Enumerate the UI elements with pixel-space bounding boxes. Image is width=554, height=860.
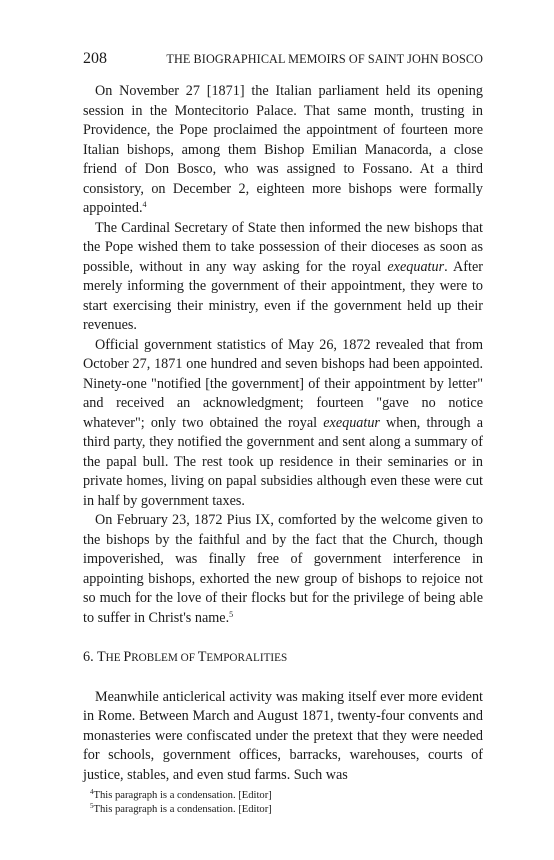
section-title-sc-1: HE <box>105 652 124 664</box>
section-title-sc-2: ROBLEM OF <box>131 652 198 664</box>
section-title-sc-3: EMPORALITIES <box>206 652 288 664</box>
page-number: 208 <box>83 50 107 67</box>
footnote-4 <box>90 789 483 803</box>
book-page <box>83 50 483 816</box>
paragraph-3-italic-term: exequatur <box>323 414 380 431</box>
paragraph-3-text-b: when, through a third party, they notified the government and sent along a summary of the papal bull. The rest took up residence in their seminaries or in private homes, living on papal subsidies although even these were cut in half by government taxes. <box>83 414 483 509</box>
running-title: THE BIOGRAPHICAL MEMOIRS OF SAINT JOHN BOSCO <box>166 52 483 66</box>
footnote-4-text: This paragraph is a condensation. [Editor] <box>93 790 272 801</box>
paragraph-5 <box>83 688 483 786</box>
footnotes <box>83 789 483 816</box>
section-title-cap-1: T <box>96 649 106 665</box>
paragraph-4-text: On February 23, 1872 Pius IX, comforted by the welcome given to the bishops by the faithful and by the fact that the Church, though impoverished, was finally free of government interference in appointing bishops, exhorted the new group of bishops to rejoice not so much for the love of their flocks but for the privilege of being able to suffer in Christ's name. <box>83 512 483 626</box>
paragraph-2-text-a: The Cardinal Secretary of State then informed the new bishops that the Pope wished them to take possession of their dioceses as soon as possible, without in any way asking for the royal <box>83 219 483 275</box>
section-title-cap-2: P <box>123 649 132 665</box>
section-number: 6. <box>83 649 94 665</box>
paragraph-1-text: On November 27 [1871] the Italian parliament held its opening session in the Montecitorio Palace. That same month, trusting in Providence, the Pope proclaimed the appointment of fourteen more Italian bishops, among them Bishop Emilian Manacorda, a close friend of Don Bosco, who was assigned to Fossano. At a third consistory, on December 2, eighteen more bishops were formally appointed. <box>83 83 483 216</box>
section-heading <box>83 648 483 669</box>
footnote-5-text: This paragraph is a condensation. [Editor] <box>93 803 272 815</box>
paragraph-4 <box>83 511 483 628</box>
paragraph-3-text-a: Official government statistics of May 26, 1872 revealed that from October 27, 1871 one hundred and seven bishops had been appointed. Ninety-one "notified [the government] of their appointment by letter" and received an acknowledgment; fourteen "gave no notice whatever"; only two obtained the royal <box>83 336 483 431</box>
footnote-5 <box>90 803 483 817</box>
paragraph-2-italic-term: exequatur <box>387 258 445 275</box>
footnote-ref-4[interactable]: 4 <box>142 200 147 209</box>
section-title-cap-3: T <box>197 649 207 665</box>
paragraph-3 <box>83 336 483 512</box>
running-head <box>83 50 483 72</box>
paragraph-5-text: Meanwhile anticlerical activity was making itself ever more evident in Rome. Between March and August 1871, twenty-four convents and monasteries were confiscated under the pretext that they were needed for schools, government offices, barracks, warehouses, courts of justice, stables, and even stud farms. Such was <box>83 688 483 783</box>
paragraph-2-text-b: . After merely informing the government of their appointment, they were to start exercising their ministry, even if the government held up their revenues. <box>83 258 483 333</box>
footnote-4-mark: 4 <box>90 788 94 796</box>
footnote-ref-5[interactable]: 5 <box>229 609 234 619</box>
footnote-5-mark: 5 <box>90 801 94 810</box>
paragraph-1 <box>83 82 483 219</box>
paragraph-2 <box>83 219 483 336</box>
